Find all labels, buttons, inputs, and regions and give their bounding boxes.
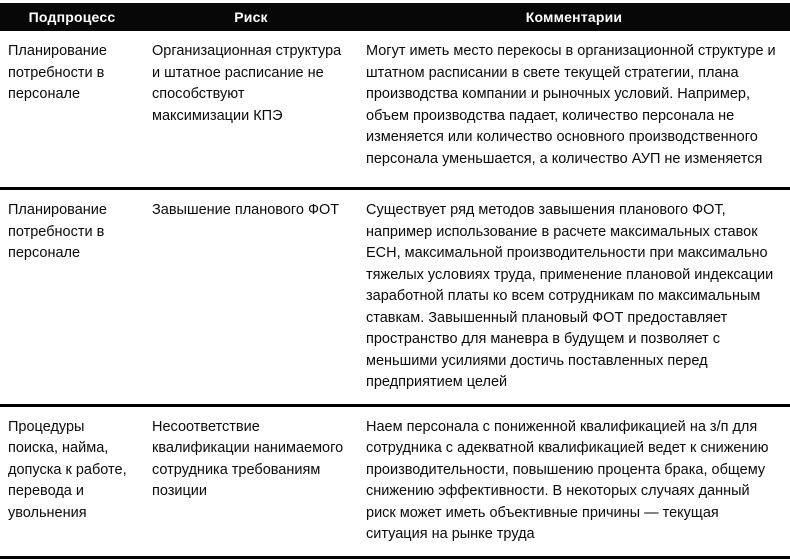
table-header-row xyxy=(0,3,790,31)
header-cell-risk: Риск xyxy=(234,9,268,25)
cell-subprocess: Процедуры поиска, найма, допуска к работе, перевода и увольнения xyxy=(8,418,127,521)
table-row xyxy=(0,190,790,407)
cell-comment: Наем персонала с пониженной квалификацией на з/п для сотрудника с адекватной квалификацией ведет к снижению производительности, повышению процента брака, общему снижению эффективности. В некоторых случаях данный риск может иметь объективные причины — текущая ситуация на рынке труда xyxy=(366,418,769,542)
cell-risk: Организационная структура и штатное расписание не способствуют максимизации КПЭ xyxy=(152,43,342,124)
cell-risk: Завышение планового ФОТ xyxy=(152,202,340,218)
cell-subprocess: Планирование потребности в персонале xyxy=(8,43,107,102)
cell-comment: Существует ряд методов завышения планового ФОТ, например использование в расчете максимальных ставок ЕСН, максимальной производительности при максимально тяжелых условиях труда, применение плановой индексации заработной платы ко всем сотрудникам по максимальным ставкам. Завышенный плановый ФОТ предоставляет пространство для маневра в будущем и позволяет с меньшими усилиями достичь поставленных перед предприятием целей xyxy=(366,202,774,390)
header-cell-subprocess: Подпроцесс xyxy=(28,9,116,25)
header-cell-comments: Комментарии xyxy=(525,9,623,25)
cell-risk: Несоответствие квалификации нанимаемого сотрудника требованиям позиции xyxy=(152,418,344,499)
cell-comment: Могут иметь место перекосы в организационной структуре и штатном расписании в свете текущей стратегии, плана производства компании и рыночных условий. Например, объем производства падает, количество персонала не изменяется или количество основного производственного персонала уменьшается, а количество АУП не изменяется xyxy=(366,43,776,167)
cell-subprocess: Планирование потребности в персонале xyxy=(8,202,107,261)
table-row xyxy=(0,31,790,190)
table-row xyxy=(0,407,790,559)
